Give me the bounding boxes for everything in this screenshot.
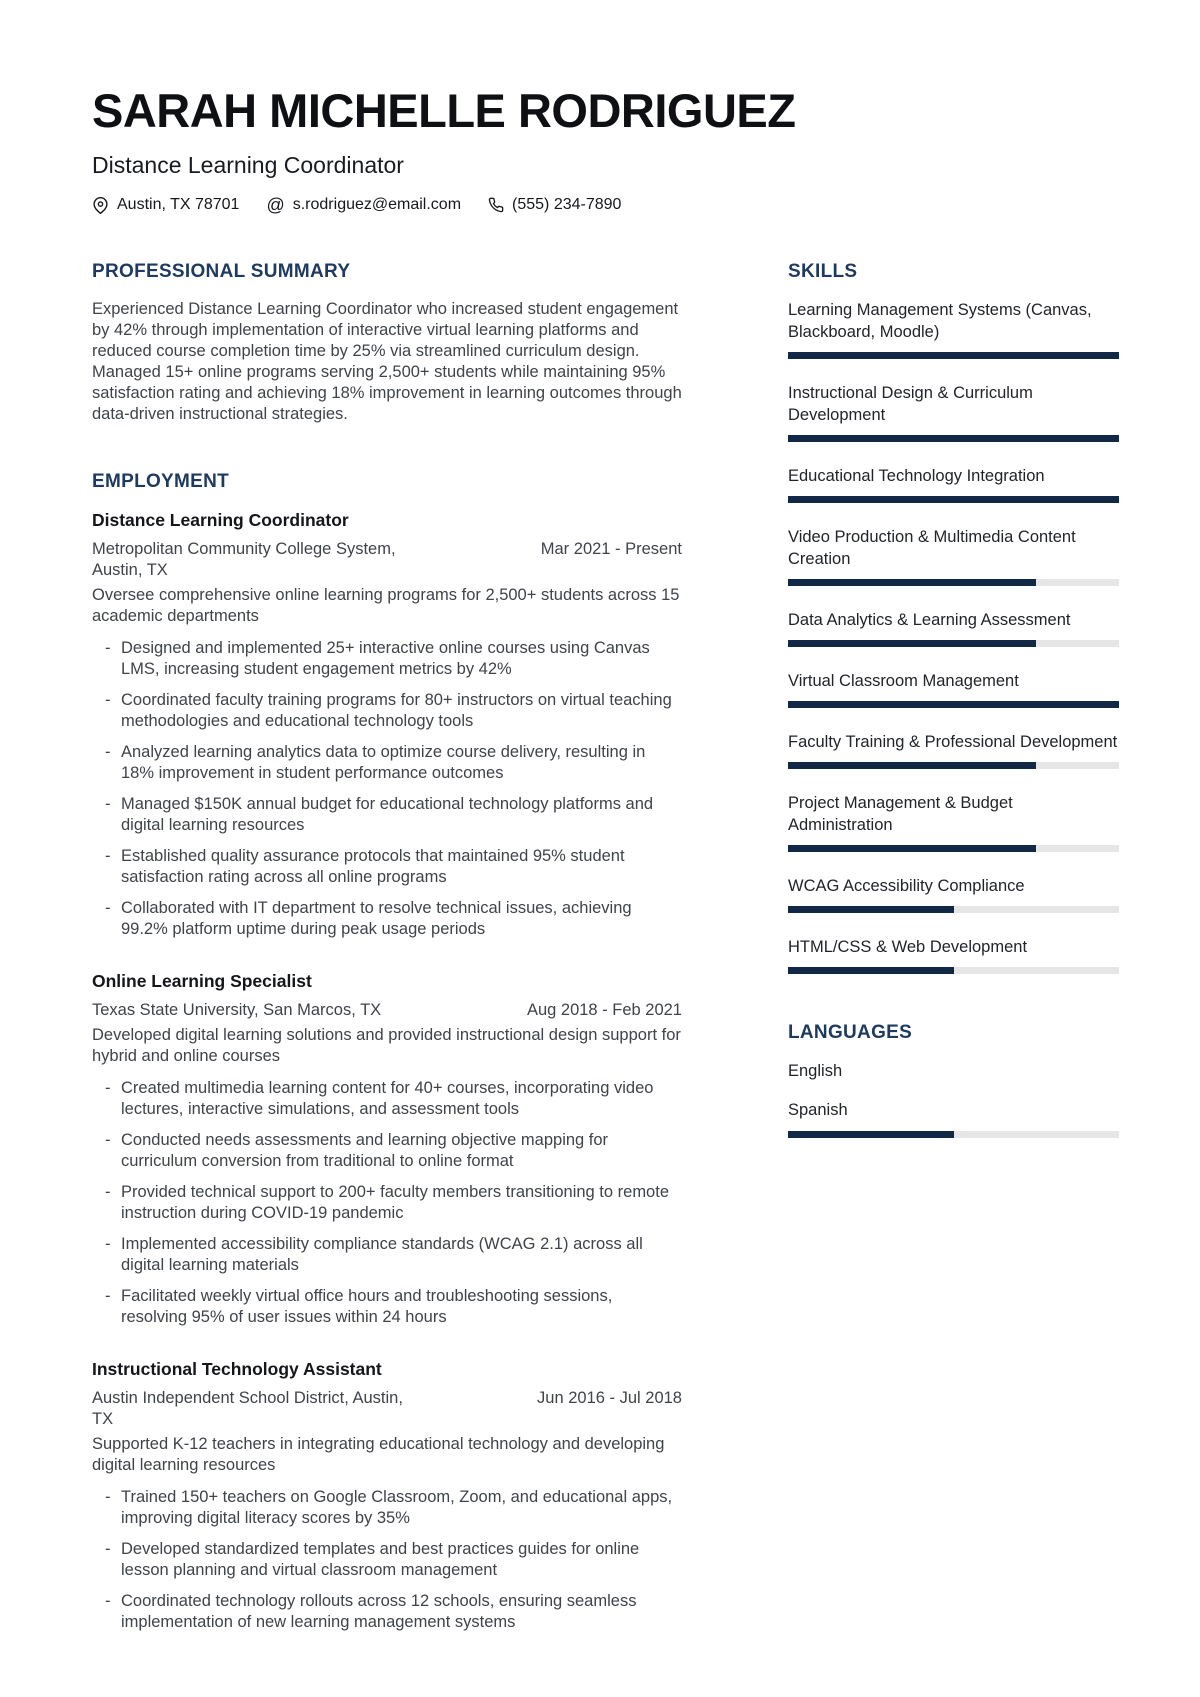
skill-label: HTML/CSS & Web Development [788, 938, 1028, 957]
skill-label: Project Management & Budget Administration [788, 794, 1013, 835]
contact-location [92, 196, 239, 214]
contact-email-text: s.rodriguez@email.com [292, 196, 462, 214]
job-bullet: - Conducted needs assessments and learning objective mapping for curriculum conversion from traditional to online format [92, 1130, 682, 1172]
employment-heading: EMPLOYMENT [92, 471, 230, 493]
contact-email [266, 196, 461, 214]
at-sign-icon: @ [266, 195, 285, 216]
job-summary: Developed digital learning solutions and provided instructional design support for hybrid and online courses [92, 1025, 681, 1065]
skill-bar [788, 701, 1119, 708]
skill-bar-fill [788, 435, 1119, 442]
job-entry [92, 509, 682, 940]
candidate-name: SARAH MICHELLE RODRIGUEZ [92, 84, 796, 137]
skill-bar [788, 967, 1119, 974]
skill-label: Video Production & Multimedia Content Creation [788, 528, 1076, 569]
job-bullet: - Established quality assurance protocols that maintained 95% student satisfaction rating across all online programs [92, 846, 682, 888]
job-bullet: - Coordinated technology rollouts across 12 schools, ensuring seamless implementation of new learning management systems [92, 1591, 682, 1633]
skill-bar [788, 496, 1119, 503]
job-bullet: - Implemented accessibility compliance standards (WCAG 2.1) across all digital learning materials [92, 1234, 682, 1276]
job-entry [92, 970, 682, 1328]
job-summary: Oversee comprehensive online learning programs for 2,500+ students across 15 academic departments [92, 586, 680, 626]
job-company: Texas State University, San Marcos, TX [92, 1000, 382, 1019]
language-item [788, 1099, 1119, 1138]
skill-item [788, 670, 1119, 708]
skill-bar [788, 579, 1119, 586]
skill-bar [788, 762, 1119, 769]
job-dates: Jun 2016 - Jul 2018 [537, 1388, 682, 1407]
languages-section [788, 1022, 1119, 1138]
skill-bar-fill [788, 579, 1036, 586]
job-title: Instructional Technology Assistant [92, 1358, 382, 1379]
job-bullet: - Developed standardized templates and best practices guides for online lesson planning and virtual classroom management [92, 1539, 682, 1581]
job-bullet: - Provided technical support to 200+ faculty members transitioning to remote instruction during COVID-19 pandemic [92, 1182, 682, 1224]
job-bullet: - Designed and implemented 25+ interactive online courses using Canvas LMS, increasing student engagement metrics by 42% [92, 638, 682, 680]
sidebar-column [788, 261, 1119, 1632]
skill-bar-fill [788, 701, 1119, 708]
job-meta [92, 539, 682, 581]
job-title: Distance Learning Coordinator [92, 510, 349, 531]
skill-item [788, 299, 1119, 359]
job-bullets [92, 1078, 682, 1328]
main-column [92, 261, 682, 1632]
job-company: Metropolitan Community College System, Austin, TX [92, 540, 396, 580]
skill-label: Instructional Design & Curriculum Development [788, 384, 1033, 425]
phone-icon [488, 197, 504, 213]
map-pin-icon [92, 197, 109, 214]
skill-bar [788, 435, 1119, 442]
resume-header [92, 86, 1119, 214]
job-bullet: - Managed $150K annual budget for educational technology platforms and digital learning resources [92, 794, 682, 836]
job-bullet: - Analyzed learning analytics data to optimize course delivery, resulting in 18% improvement in student performance outcomes [92, 742, 682, 784]
language-label: English [788, 1062, 843, 1081]
skill-label: WCAG Accessibility Compliance [788, 877, 1025, 896]
skill-label: Learning Management Systems (Canvas, Blackboard, Moodle) [788, 301, 1092, 342]
skill-bar-fill [788, 352, 1119, 359]
skill-bar-fill [788, 845, 1036, 852]
job-bullet: - Trained 150+ teachers on Google Classroom, Zoom, and educational apps, improving digital literacy scores by 35% [92, 1487, 682, 1529]
skill-item [788, 936, 1119, 974]
language-bar [788, 1131, 1119, 1138]
skill-label: Educational Technology Integration [788, 467, 1045, 486]
job-bullet: - Coordinated faculty training programs for 80+ instructors on virtual teaching methodologies and educational technology tools [92, 690, 682, 732]
skills-section [788, 261, 1119, 974]
job-entry [92, 1358, 682, 1633]
candidate-job-title: Distance Learning Coordinator [92, 152, 404, 179]
skill-item [788, 609, 1119, 647]
job-bullet: - Collaborated with IT department to resolve technical issues, achieving 99.2% platform uptime during peak usage periods [92, 898, 682, 940]
language-bar-fill [788, 1131, 954, 1138]
skill-bar [788, 845, 1119, 852]
job-bullets [92, 638, 682, 940]
skill-bar [788, 906, 1119, 913]
job-dates: Aug 2018 - Feb 2021 [526, 1000, 682, 1019]
job-title: Online Learning Specialist [92, 971, 312, 992]
job-dates: Mar 2021 - Present [540, 540, 682, 559]
job-summary: Supported K-12 teachers in integrating educational technology and developing digital learning resources [92, 1434, 665, 1474]
summary-text: Experienced Distance Learning Coordinator who increased student engagement by 42% through implementation of interactive virtual learning platforms and reduced course completion time by 25% via streamlined curriculum design. Managed 15+ online programs serving 2,500+ students while maintaining 95% satisfaction rating and achieving 18% improvement in learning outcomes through data-driven instructional strategies. [92, 300, 682, 424]
skill-item [788, 731, 1119, 769]
contact-phone [488, 196, 621, 214]
job-meta [92, 1000, 682, 1021]
skill-item [788, 382, 1119, 442]
skill-bar-fill [788, 496, 1119, 503]
employment-section [92, 471, 682, 1632]
summary-section [92, 261, 682, 425]
job-meta [92, 1388, 682, 1430]
skill-label: Virtual Classroom Management [788, 672, 1019, 691]
skill-label: Faculty Training & Professional Development [788, 733, 1118, 752]
skill-bar-fill [788, 967, 954, 974]
skills-heading: SKILLS [788, 261, 858, 283]
contact-location-text: Austin, TX 78701 [117, 196, 240, 214]
skill-item [788, 526, 1119, 586]
job-bullet: - Created multimedia learning content for 40+ courses, incorporating video lectures, interactive simulations, and assessment tools [92, 1078, 682, 1120]
skill-bar-fill [788, 906, 954, 913]
job-company: Austin Independent School District, Austin, TX [92, 1388, 403, 1428]
language-label: Spanish [788, 1101, 848, 1120]
resume-body [92, 261, 1119, 1632]
contact-phone-text: (555) 234-7890 [512, 196, 622, 214]
language-item [788, 1060, 1119, 1082]
job-bullets [92, 1487, 682, 1633]
contact-row [92, 196, 1119, 214]
skill-bar-fill [788, 640, 1036, 647]
summary-heading: PROFESSIONAL SUMMARY [92, 261, 351, 283]
skill-item [788, 875, 1119, 913]
skill-item [788, 792, 1119, 852]
skill-bar-fill [788, 762, 1036, 769]
job-bullet: - Facilitated weekly virtual office hours and troubleshooting sessions, resolving 95% of user issues within 24 hours [92, 1286, 682, 1328]
skill-bar [788, 352, 1119, 359]
skill-item [788, 465, 1119, 503]
languages-heading: LANGUAGES [788, 1022, 913, 1044]
skill-bar [788, 640, 1119, 647]
skill-label: Data Analytics & Learning Assessment [788, 611, 1071, 630]
